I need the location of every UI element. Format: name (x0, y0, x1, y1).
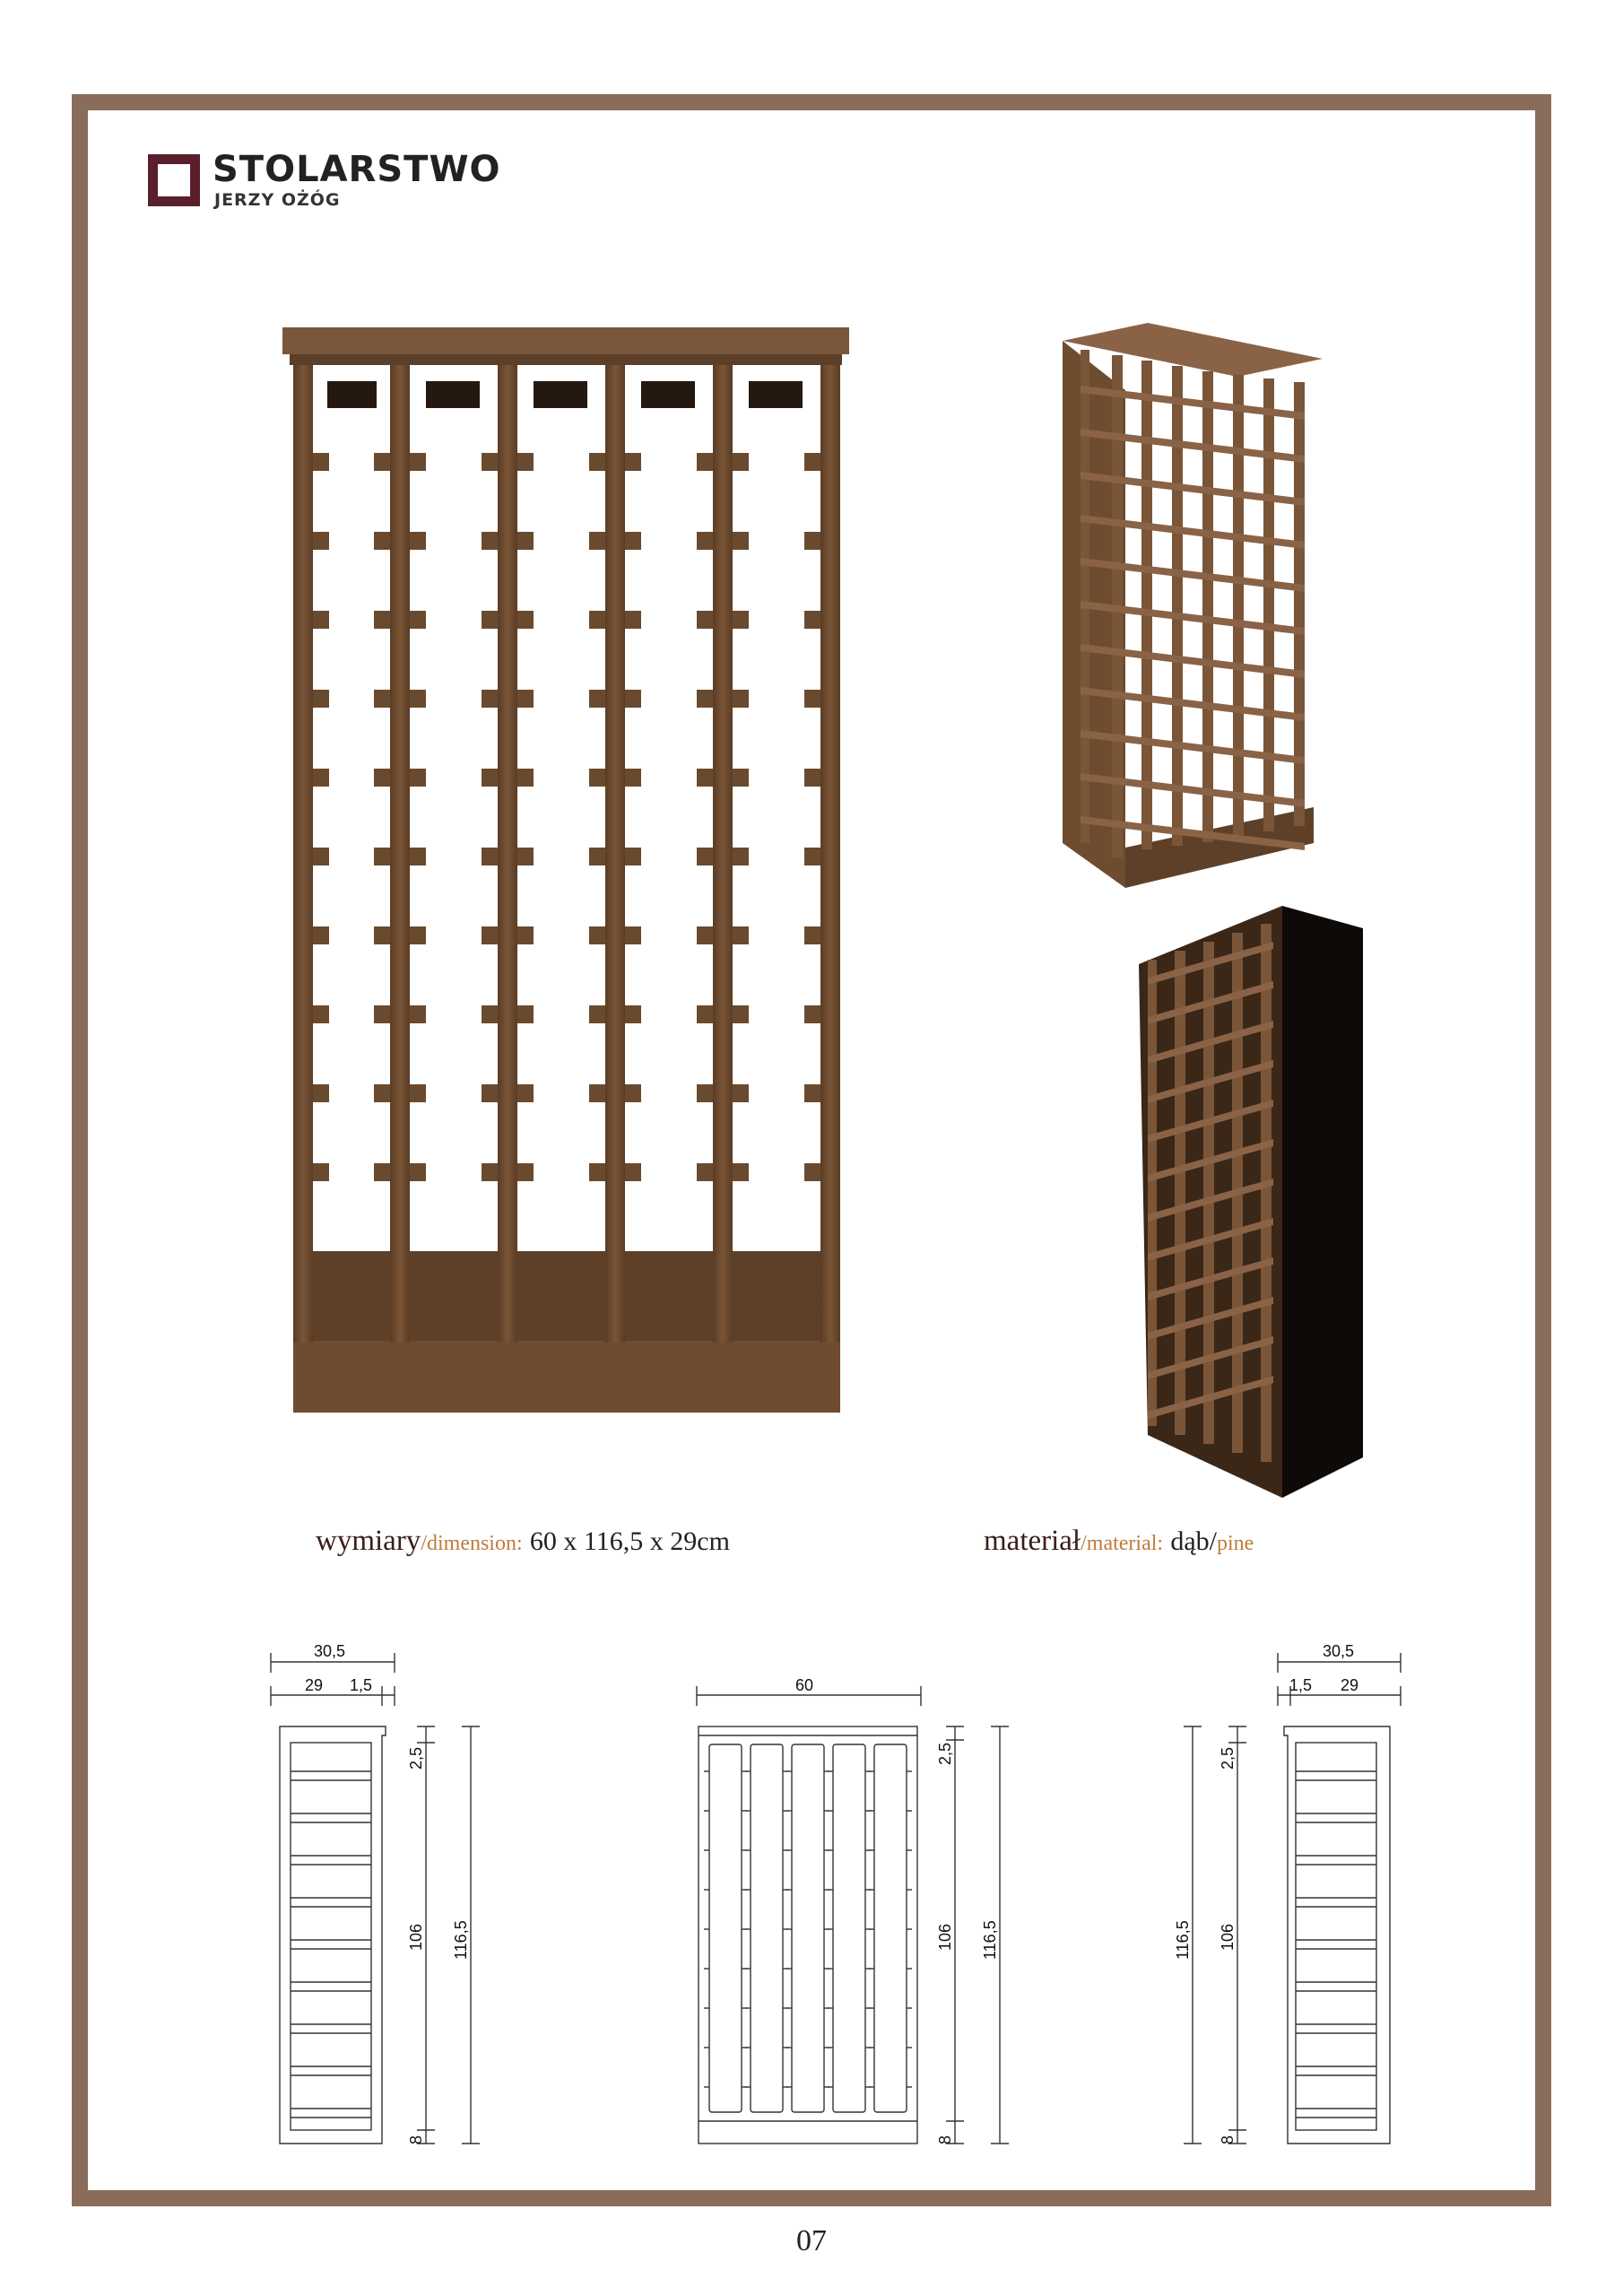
logo-square-icon (148, 154, 200, 206)
dim-base: 8 (407, 2135, 425, 2144)
dimension-spec (316, 1525, 730, 1558)
material-label-pl: materiał (984, 1525, 1081, 1557)
dim-body: 106 (407, 1923, 425, 1951)
material-spec (984, 1525, 1254, 1558)
dim-base: 8 (936, 2135, 954, 2144)
dim-offset: 1,5 (350, 1676, 373, 1694)
dim-total: 116,5 (1174, 1920, 1192, 1960)
wine-rack-dark-angle-render (1139, 906, 1367, 1498)
dim-offset: 1,5 (1289, 1676, 1313, 1694)
material-separator: / (1209, 1526, 1217, 1556)
dim-total: 116,5 (981, 1920, 999, 1960)
wine-rack-front-render (282, 327, 856, 1417)
dim-depth: 29 (305, 1676, 324, 1694)
dim-top: 2,5 (936, 1742, 954, 1765)
side-view-drawing-right (1166, 1637, 1417, 2161)
dimension-label-pl: wymiary (316, 1525, 421, 1557)
material-value-en: pine (1217, 1532, 1254, 1555)
dim-depth-total: 30,5 (314, 1642, 346, 1660)
material-value-pl: dąb (1170, 1526, 1210, 1556)
side-view-drawing-left (260, 1637, 502, 2161)
brand-name: STOLARSTWO (213, 149, 501, 190)
dim-body: 106 (1219, 1923, 1237, 1951)
brand-owner: JERZY OŻÓG (214, 190, 341, 210)
dim-total: 116,5 (452, 1920, 470, 1960)
dim-top: 2,5 (1219, 1746, 1237, 1770)
dim-depth: 29 (1341, 1676, 1359, 1694)
front-view-drawing (686, 1677, 1027, 2161)
dimension-value: 60 x 116,5 x 29cm (529, 1526, 730, 1556)
dim-body: 106 (936, 1923, 954, 1951)
dim-top: 2,5 (407, 1746, 425, 1770)
dimension-label-en: /dimension: (421, 1532, 523, 1555)
page-number: 07 (796, 2224, 827, 2257)
wine-rack-angle-render (1063, 323, 1332, 897)
dim-width: 60 (795, 1677, 814, 1694)
dim-depth-total: 30,5 (1323, 1642, 1355, 1660)
material-label-en: /material: (1081, 1532, 1164, 1555)
dim-base: 8 (1219, 2135, 1237, 2144)
